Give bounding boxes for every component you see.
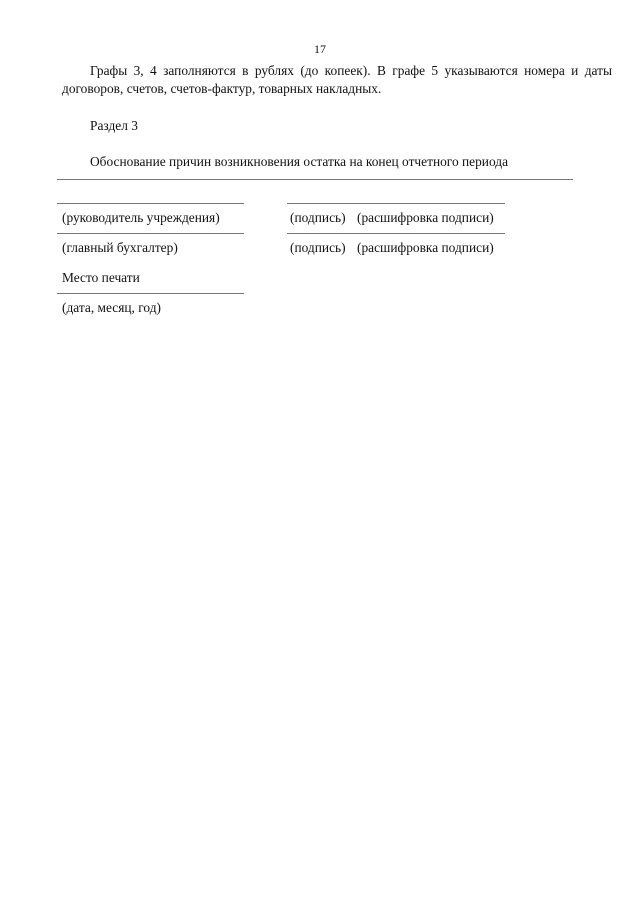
reason-label: Обоснование причин возникновения остатка на конец отчетного периода bbox=[90, 154, 509, 169]
date-caption: (дата, месяц, год) bbox=[62, 300, 161, 315]
paragraph-line-2: договоров, счетов, счетов-фактур, товарных накладных. bbox=[62, 81, 382, 96]
stamp-label: Место печати bbox=[62, 270, 140, 285]
head-signature-line bbox=[57, 203, 244, 204]
section-title: Раздел 3 bbox=[90, 118, 138, 133]
paragraph-line-1: Графы 3, 4 заполняются в рублях (до копеек). В графе 5 указываются номера и даты bbox=[90, 63, 612, 78]
accountant-caption: (главный бухгалтер) bbox=[62, 240, 178, 255]
accountant-decode-caption: (расшифровка подписи) bbox=[357, 240, 494, 255]
head-sign-decode-line bbox=[287, 203, 505, 204]
head-sign-caption: (подпись) bbox=[290, 210, 346, 225]
accountant-sign-decode-line bbox=[287, 233, 505, 234]
reason-line bbox=[57, 179, 573, 180]
date-line bbox=[57, 293, 244, 294]
page-number: 17 bbox=[314, 42, 326, 56]
head-caption: (руководитель учреждения) bbox=[62, 210, 220, 225]
accountant-signature-line bbox=[57, 233, 244, 234]
instruction-paragraph bbox=[62, 62, 612, 98]
head-decode-caption: (расшифровка подписи) bbox=[357, 210, 494, 225]
accountant-sign-caption: (подпись) bbox=[290, 240, 346, 255]
